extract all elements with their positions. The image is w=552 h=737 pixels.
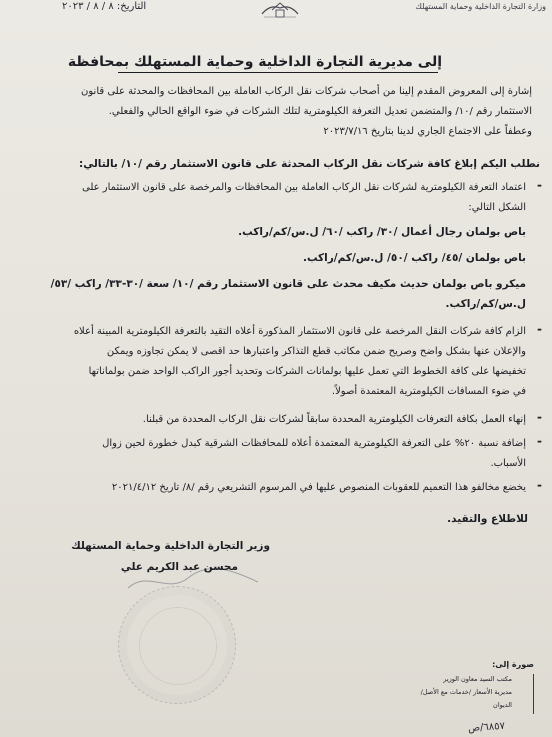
seal-inner-ring <box>139 607 217 685</box>
copy-recipient: مكتب السيد معاون الوزير <box>443 675 512 683</box>
item-line: تخفيضها على كافة الخطوط التي تعمل عليها بولمانات الشركات وتحديد أجور الراكب الواحد ضمن بولماناتها <box>88 366 526 377</box>
item-line: اعتماد التعرفة الكيلومترية لشركات نقل الركاب العاملة بين المحافظات والمرخصة على قانون الاستثمار على <box>81 182 526 193</box>
copy-recipient: مديرية الأسعار /خدمات مع الأصل/ <box>420 688 512 696</box>
bullet-marker: - <box>537 410 542 424</box>
list-item <box>26 478 526 498</box>
closing-line: للاطلاع والتقيد. <box>447 513 528 525</box>
ministry-emblem-icon <box>258 0 302 20</box>
intro-paragraph <box>20 82 532 142</box>
bullet-marker: - <box>537 478 542 492</box>
intro-line: وعطفاً على الاجتماع الجاري لدينا بتاريخ ٢٠٢٣/٧/١٦ <box>323 126 532 137</box>
item-line: إنهاء العمل بكافة التعرفات الكيلومترية المحددة سابقاً لشركات نقل الركاب المحددة من قبلنا. <box>142 414 526 425</box>
tariff-line: ل.س/كم/راكب. <box>445 298 526 310</box>
addressee: إلى مديرية التجارة الداخلية وحماية المستهلك بمحافظة <box>67 54 442 70</box>
tariff-line: باص بولمان /٤٥/ راكب /٥٠/ ل.س/كم/راكب. <box>302 252 526 264</box>
reference-number: ٦٨٥٧/ص <box>467 720 506 735</box>
item-line: الشكل التالي: <box>468 202 526 213</box>
tariff-line: ميكرو باص بولمان حديث مكيف محدث على قانون الاستثمار رقم /١٠/ سعة /٣٠-٣٣/ راكب /٥٣/ <box>50 278 526 290</box>
copies-heading: صورة إلى: <box>492 660 534 669</box>
tariff-line: باص بولمان رجال أعمال /٣٠/ راكب /٦٠/ ل.س/كم/راكب. <box>238 226 526 238</box>
item-line: يخضع مخالفو هذا التعميم للعقوبات المنصوص عليها في المرسوم التشريعي رقم /٨/ تاريخ ٢٠٢١/٤/١٢ <box>111 482 526 493</box>
item-line: والإعلان عنها بشكل واضح وصريح ضمن مكاتب قطع التذاكر واعتبارها حد اقصى لا يمكن تجاوزه ويمكن <box>106 346 526 357</box>
signatory-name: محسن عبد الكريم علي <box>120 561 238 573</box>
copy-recipient: الديوان <box>493 701 512 709</box>
intro-line: الاستثمار رقم /١٠/ والمتضمن تعديل التعرفة الكيلومترية لتلك الشركات في ضوء الواقع الحالي والفعلي. <box>108 106 532 117</box>
intro-line: إشارة إلى المعروض المقدم إلينا من أصحاب شركات نقل الركاب العاملة بين المحافظات والمحدثة على قانون <box>81 86 532 97</box>
official-seal <box>118 586 236 704</box>
copies-list <box>421 673 512 712</box>
list-item <box>26 322 526 402</box>
signatory-title: وزير التجارة الداخلية وحماية المستهلك <box>71 540 270 552</box>
addressee-underline <box>118 72 438 73</box>
item-line: إضافة نسبة ٢٠% على التعرفة الكيلومترية المعتمدة أعلاه للمحافظات الشرقية كبدل خطورة لحين زوال <box>102 438 526 449</box>
item-line: الزام كافة شركات النقل المرخصة على قانون الاستثمار المذكورة أعلاه التقيد بالتعرفة الكيلومترية المبينة أعلاه <box>73 326 526 337</box>
bullet-marker: - <box>537 178 542 192</box>
item-line: الأسباب. <box>490 458 526 469</box>
bullet-marker: - <box>537 434 542 448</box>
list-item <box>26 434 526 474</box>
bullet-marker: - <box>537 322 542 336</box>
list-item <box>26 178 526 314</box>
item-line: في ضوء المسافات الكيلومترية المعتمدة أصولاً. <box>331 386 526 397</box>
request-lead: نطلب اليكم إبلاغ كافة شركات نقل الركاب المحدثة على قانون الاستثمار رقم /١٠/ بالتالي: <box>79 158 540 170</box>
ministry-header: وزارة التجارة الداخلية وحماية المستهلك <box>415 2 546 11</box>
list-item <box>26 410 526 430</box>
document-date: التاريخ: ٨ / ٨ / ٢٠٢٣ <box>62 1 147 12</box>
copies-rule <box>533 674 534 714</box>
